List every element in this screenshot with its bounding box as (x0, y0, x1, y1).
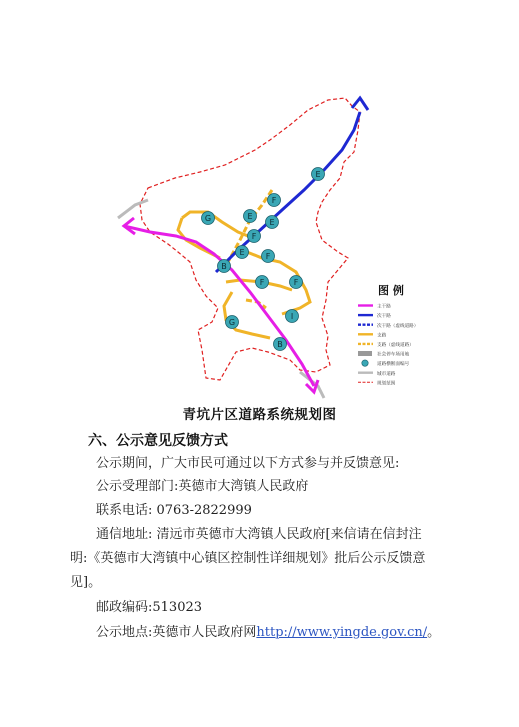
existing-road-west (118, 200, 148, 218)
postcode-text: 邮政编码:513023 (96, 600, 203, 615)
legend-label: 支路 (377, 333, 387, 339)
address-line-3: 见]。 (70, 575, 102, 590)
legend-item (358, 341, 414, 348)
section-marker-label: E (269, 218, 275, 227)
legend-label: 次干路 (377, 314, 391, 320)
map-caption: 青坑片区道路系统规划图 (182, 407, 337, 423)
intro-text: 公示期间，广大市民可通过以下方式参与并反馈意见: (96, 456, 400, 471)
legend-label: 社会停车场用地 (377, 352, 410, 358)
legend-label: 规划范围 (377, 381, 396, 387)
legend-label: 城市道路 (377, 371, 396, 377)
section-marker-label: I (290, 312, 294, 321)
legend-item (358, 351, 410, 358)
section-marker-label: F (251, 232, 257, 241)
legend-symbol (362, 360, 368, 366)
legend-label: 次干路（虚线道路） (377, 323, 419, 329)
legend-item (358, 379, 396, 386)
section-marker (266, 216, 279, 229)
site-url-link[interactable]: http://www.yingde.gov.cn/ (256, 625, 428, 640)
legend-symbol (358, 351, 372, 356)
section-marker-label: B (277, 340, 283, 349)
section-marker (236, 246, 249, 259)
site-end: 。 (427, 625, 441, 640)
section-marker (274, 338, 287, 351)
section-marker-label: G (204, 214, 212, 223)
branch-road-loop-north (182, 212, 248, 236)
site-line (96, 622, 496, 644)
section-marker (286, 310, 299, 323)
address-line-1: 通信地址: 清远市英德市大湾镇人民政府[来信请在信封注 (96, 527, 422, 542)
section-marker-label: E (315, 170, 321, 179)
section-marker (312, 168, 325, 181)
legend-item (358, 322, 418, 329)
section-marker-label: G (228, 318, 236, 327)
section-marker (256, 276, 269, 289)
legend-label: 道路横断面编号 (377, 362, 410, 368)
dept-text: 公示受理部门:英德市大湾镇人民政府 (96, 479, 309, 494)
legend-item (358, 331, 387, 338)
section-marker-label: F (271, 196, 277, 205)
legend-item (358, 370, 396, 377)
section-marker (262, 250, 275, 263)
site-label: 公示地点:英德市人民政府网 (96, 625, 257, 640)
section-marker (226, 316, 239, 329)
legend (358, 283, 418, 386)
section-marker (244, 210, 257, 223)
legend-label: 支路（虚线道路） (377, 343, 414, 348)
secondary-road-arrow (352, 98, 368, 110)
section-marker (202, 212, 215, 225)
legend-item (358, 303, 391, 310)
legend-title: 图 例 (378, 284, 404, 297)
legend-label: 主干路 (377, 304, 391, 310)
phone-text: 联系电话: 0763-2822999 (96, 503, 252, 518)
section-marker-label: F (259, 278, 265, 287)
section-marker (290, 276, 303, 289)
section-marker (248, 230, 261, 243)
section-marker (218, 260, 231, 273)
section-marker (268, 194, 281, 207)
section-marker-label: F (265, 252, 271, 261)
section-marker-label: B (221, 262, 227, 271)
address-line-2: 明:《英德市大湾镇中心镇区控制性详细规划》批后公示反馈意 (70, 551, 426, 566)
section-heading: 六、公示意见反馈方式 (88, 433, 228, 449)
main-road (124, 226, 314, 386)
section-marker-label: F (293, 278, 299, 287)
legend-item (362, 360, 410, 367)
section-marker-label: E (239, 248, 245, 257)
legend-item (358, 312, 391, 319)
section-marker-label: E (247, 212, 253, 221)
